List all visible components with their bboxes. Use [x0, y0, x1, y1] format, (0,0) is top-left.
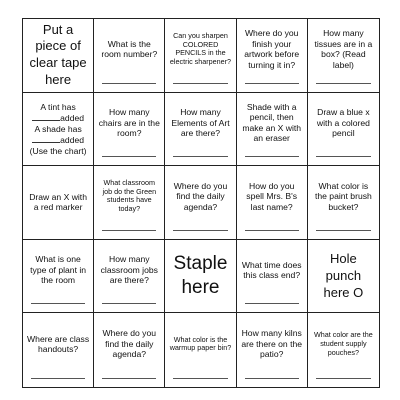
bingo-cell[interactable]	[237, 166, 308, 240]
cell-prompt: Where are class handouts?	[27, 333, 90, 355]
cell-prompt: Staple here	[173, 253, 228, 299]
shade-added-label: added	[60, 135, 85, 146]
answer-line[interactable]	[102, 303, 156, 304]
cell-prompt: What is one type of plant in the room	[30, 254, 87, 286]
bingo-cell[interactable]	[94, 313, 165, 387]
bingo-cell[interactable]	[165, 313, 236, 387]
cell-prompt: Where do you find the daily agenda?	[102, 328, 157, 360]
bingo-cell[interactable]	[23, 240, 94, 314]
cell-prompt: How many classroom jobs are there?	[100, 254, 158, 286]
bingo-cell[interactable]	[237, 93, 308, 167]
cell-prompt: How many Elements of Art are there?	[171, 107, 230, 139]
bingo-cell[interactable]	[23, 19, 94, 93]
answer-line[interactable]	[245, 378, 299, 379]
bingo-cell[interactable]	[237, 313, 308, 387]
cell-prompt: Draw a blue x with a colored pencil	[316, 107, 370, 139]
cell-prompt: Can you sharpen COLORED PENCILS in the electric sharpener?	[169, 31, 232, 66]
bingo-cell[interactable]	[94, 19, 165, 93]
cell-prompt: How do you spell Mrs. B's last name?	[246, 180, 298, 212]
bingo-cell[interactable]	[94, 93, 165, 167]
answer-line[interactable]	[102, 83, 156, 84]
bingo-cell[interactable]	[94, 240, 165, 314]
bingo-cell[interactable]	[23, 166, 94, 240]
cell-prompt: What color are the student supply pouches?	[314, 330, 373, 357]
tint-added-label: added	[60, 113, 85, 124]
answer-line[interactable]	[316, 230, 371, 231]
answer-line[interactable]	[245, 156, 299, 157]
cell-prompt: How many tissues are in a box? (Read label)	[314, 28, 373, 70]
answer-line[interactable]	[173, 156, 227, 157]
answer-line[interactable]	[173, 378, 227, 379]
bingo-cell[interactable]	[308, 313, 379, 387]
cell-prompt: What classroom job do the Green students have today?	[102, 178, 157, 214]
bingo-cell[interactable]	[237, 240, 308, 314]
cell-prompt: What color is the warmup paper bin?	[169, 334, 232, 353]
cell-prompt: How many chairs are in the room?	[98, 107, 160, 139]
bingo-cell[interactable]	[308, 166, 379, 240]
chart-hint: (Use the chart)	[29, 145, 87, 156]
answer-line[interactable]	[31, 303, 85, 304]
answer-line[interactable]	[316, 156, 371, 157]
cell-prompt: What color is the paint brush bucket?	[314, 180, 372, 212]
bingo-cell[interactable]	[308, 19, 379, 93]
cell-prompt: Hole punch here O	[323, 250, 364, 300]
bingo-cell[interactable]	[165, 93, 236, 167]
shade-answer-blank[interactable]	[32, 134, 60, 143]
bingo-cell[interactable]	[237, 19, 308, 93]
bingo-cell[interactable]	[165, 240, 236, 314]
cell-prompt: What is the room number?	[101, 38, 158, 60]
tint-answer-blank[interactable]	[32, 112, 60, 121]
tint-label: A tint has	[40, 101, 76, 112]
answer-line[interactable]	[173, 83, 227, 84]
cell-prompt: How many kilns are there on the patio?	[241, 328, 303, 360]
tint-shade-prompt	[30, 102, 87, 156]
bingo-cell[interactable]	[308, 93, 379, 167]
cell-prompt: Put a piece of clear tape here	[29, 21, 87, 88]
answer-line[interactable]	[245, 83, 299, 84]
answer-line[interactable]	[102, 378, 156, 379]
answer-line[interactable]	[316, 378, 371, 379]
bingo-cell[interactable]	[94, 166, 165, 240]
cell-prompt: Draw an X with a red marker	[29, 192, 87, 213]
cell-prompt: Where do you finish your artwork before turning it in?	[244, 28, 300, 70]
answer-line[interactable]	[173, 230, 227, 231]
cell-prompt: What time does this class end?	[241, 259, 302, 281]
bingo-cell[interactable]	[23, 313, 94, 387]
cell-prompt: Where do you find the daily agenda?	[173, 180, 228, 212]
bingo-cell[interactable]	[165, 166, 236, 240]
shade-label: A shade has	[34, 123, 82, 134]
answer-line[interactable]	[31, 378, 85, 379]
cell-prompt: Shade with a pencil, then make an X with an eraser	[242, 101, 302, 144]
answer-line[interactable]	[102, 230, 156, 231]
answer-line[interactable]	[316, 83, 371, 84]
answer-line[interactable]	[245, 230, 299, 231]
bingo-cell[interactable]	[308, 240, 379, 314]
answer-line[interactable]	[102, 156, 156, 157]
bingo-cell[interactable]	[165, 19, 236, 93]
bingo-board	[22, 18, 380, 388]
answer-line[interactable]	[245, 303, 299, 304]
bingo-cell[interactable]	[23, 93, 94, 167]
